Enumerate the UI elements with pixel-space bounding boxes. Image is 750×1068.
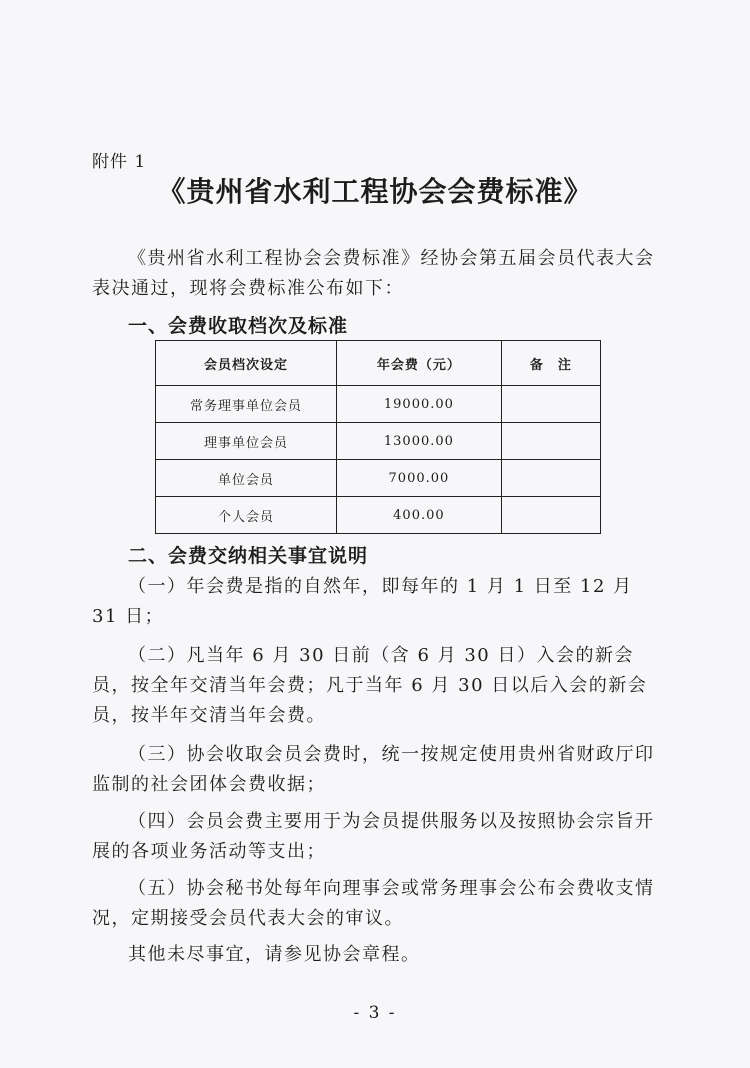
member-level-cell: 常务理事单位会员 (156, 386, 337, 423)
list-item: （四）会员会费主要用于为会员提供服务以及按照协会宗旨开展的各项业务活动等支出； (92, 811, 655, 862)
list-item: （五）协会秘书处每年向理事会或常务理事会公布会费收支情况，定期接受会员代表大会的审议。 (92, 878, 655, 929)
remark-cell (501, 460, 600, 497)
table-row (156, 386, 601, 423)
list-item: （一）年会费是指的自然年，即每年的 1 月 1 日至 12 月 31 日； (92, 576, 633, 627)
page-title: 《贵州省水利工程协会会费标准》 (157, 175, 593, 208)
table-row (156, 497, 601, 534)
section-heading-payment-notes: 二、会费交纳相关事宜说明 (128, 545, 369, 567)
closing-paragraph: 其他未尽事宜，请参见协会章程。 (128, 944, 421, 965)
page-number: - 3 - (353, 1003, 397, 1023)
member-level-cell: 个人会员 (156, 497, 337, 534)
member-level-cell: 理事单位会员 (156, 423, 337, 460)
intro-paragraph: 《贵州省水利工程协会会费标准》经协会第五届会员代表大会表决通过，现将会费标准公布如下： (92, 248, 655, 299)
annual-fee-cell: 400.00 (336, 497, 501, 534)
attachment-label: 附件 1 (92, 152, 147, 172)
annual-fee-cell: 13000.00 (336, 423, 501, 460)
column-header: 备 注 (501, 341, 600, 386)
member-level-cell: 单位会员 (156, 460, 337, 497)
table-row (156, 460, 601, 497)
table-header-row (156, 341, 601, 386)
column-header: 年会费（元） (336, 341, 501, 386)
annual-fee-cell: 7000.00 (336, 460, 501, 497)
remark-cell (501, 423, 600, 460)
section-heading-fee-levels: 一、会费收取档次及标准 (128, 315, 349, 337)
list-item: （三）协会收取会员会费时，统一按规定使用贵州省财政厅印监制的社会团体会费收据； (92, 744, 655, 795)
remark-cell (501, 497, 600, 534)
fee-table (155, 340, 601, 534)
table-row (156, 423, 601, 460)
remark-cell (501, 386, 600, 423)
list-item: （二）凡当年 6 月 30 日前（含 6 月 30 日）入会的新会员，按全年交清当年会费；凡于当年 6 月 30 日以后入会的新会员，按半年交清当年会费。 (92, 645, 648, 726)
column-header: 会员档次设定 (156, 341, 337, 386)
annual-fee-cell: 19000.00 (336, 386, 501, 423)
